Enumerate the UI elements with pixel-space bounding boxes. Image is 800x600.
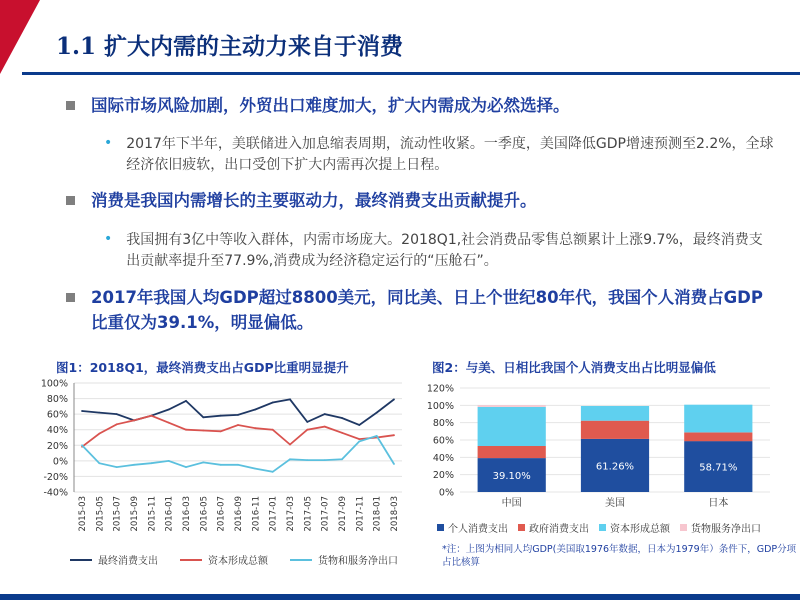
data-point	[150, 415, 152, 417]
y-tick-label: 80%	[432, 418, 454, 430]
chart-1-title: 图1：2018Q1，最终消费支出占GDP比重明显提升	[56, 360, 349, 375]
data-point	[341, 417, 343, 419]
data-point	[272, 429, 274, 431]
legend-label: 资本形成总额	[610, 524, 670, 535]
footer-bar	[0, 594, 800, 600]
header-divider	[22, 72, 800, 75]
x-tick-label: 中国	[501, 498, 522, 509]
page-title: 1.1 扩大内需的主动力来自于消费	[56, 33, 404, 60]
x-tick-label: 2017-11	[355, 496, 366, 532]
series-line	[82, 436, 394, 472]
data-label: 61.26%	[595, 461, 635, 473]
bullet-1-sub	[104, 134, 774, 176]
data-point	[289, 399, 291, 401]
legend-item	[437, 520, 508, 535]
data-point	[116, 413, 118, 415]
x-tick-label: 2015-09	[130, 496, 140, 532]
data-label: 39.10%	[492, 471, 531, 483]
dot-bullet-icon: •	[104, 135, 113, 151]
data-point	[324, 426, 326, 428]
x-tick-label: 2018-01	[372, 496, 383, 532]
data-point	[272, 402, 274, 404]
data-point	[254, 468, 256, 470]
data-point	[324, 413, 326, 415]
x-tick-label: 2018-03	[390, 496, 400, 532]
chart-2-stacked-bar-chart	[420, 378, 780, 518]
data-point	[254, 427, 256, 429]
data-point	[237, 424, 239, 426]
legend-label: 资本形成总额	[208, 556, 268, 567]
y-tick-label: 60%	[432, 435, 454, 447]
data-point	[116, 466, 118, 468]
data-point	[168, 460, 170, 462]
x-tick-label: 2017-03	[286, 496, 296, 532]
footnote: *注：上图为相同人均GDP(美国取1976年数据，日本为1979年）条件下，GDP分项占比核算	[442, 544, 797, 568]
x-tick-label: 2015-07	[112, 496, 123, 532]
data-point	[393, 399, 395, 401]
y-tick-label: 100%	[426, 400, 454, 412]
bullet-2-sub	[104, 230, 774, 272]
data-point	[185, 400, 187, 402]
legend-item	[290, 552, 398, 567]
legend-swatch	[437, 524, 444, 531]
data-point	[220, 430, 222, 432]
data-point	[116, 423, 118, 425]
data-point	[341, 432, 343, 434]
bar-segment	[581, 421, 649, 439]
x-tick-label: 日本	[708, 498, 729, 509]
bullet-3-text: 2017年我国人均GDP超过8800美元，同比美、日上个世纪80年代，我国个人消费占GDP比重仅为39.1%，明显偏低。	[91, 288, 763, 332]
legend-item	[518, 520, 589, 535]
legend-item	[680, 520, 761, 535]
x-tick-label: 2017-07	[320, 496, 331, 532]
legend-swatch	[180, 559, 202, 561]
x-tick-label: 美国	[605, 498, 625, 509]
data-point	[202, 416, 204, 418]
chart-2-legend	[437, 520, 771, 535]
bar-segment	[684, 405, 752, 433]
legend-swatch	[680, 524, 687, 531]
data-point	[306, 421, 308, 423]
bullet-1	[66, 93, 776, 118]
data-point	[393, 434, 395, 436]
square-bullet-icon	[66, 293, 75, 302]
data-point	[81, 444, 83, 446]
chart-2-title: 图2：与美、日相比我国个人消费支出占比明显偏低	[432, 360, 716, 375]
legend-swatch	[518, 524, 525, 531]
legend-label: 政府消费支出	[529, 524, 589, 535]
y-tick-label: -20%	[43, 471, 68, 483]
x-tick-label: 2017-01	[268, 496, 279, 532]
data-point	[185, 429, 187, 431]
dot-bullet-icon: •	[104, 231, 113, 247]
x-tick-label: 2016-01	[164, 496, 175, 532]
data-point	[220, 464, 222, 466]
x-tick-label: 2017-09	[338, 496, 348, 532]
y-tick-label: 40%	[432, 452, 454, 464]
y-tick-label: 60%	[46, 409, 68, 421]
data-point	[168, 409, 170, 411]
x-tick-label: 2015-11	[147, 496, 158, 532]
data-point	[358, 441, 360, 443]
y-tick-label: -40%	[43, 487, 68, 499]
data-point	[254, 409, 256, 411]
data-point	[237, 414, 239, 416]
bar-segment	[478, 405, 546, 407]
bar-segment	[478, 446, 546, 458]
data-point	[306, 429, 308, 431]
data-point	[272, 471, 274, 473]
data-point	[237, 464, 239, 466]
y-tick-label: 20%	[46, 440, 68, 452]
bullet-1-sub-text: 2017年下半年，美联储进入加息缩表周期，流动性收紧。一季度，美国降低GDP增速预测至2.2%，全球经济依旧疲软，出口受创下扩大内需再次提上日程。	[126, 136, 774, 173]
y-tick-label: 80%	[46, 394, 68, 406]
bullet-2-text: 消费是我国内需增长的主要驱动力，最终消费支出贡献提升。	[91, 191, 537, 210]
x-tick-label: 2016-03	[182, 496, 192, 532]
square-bullet-icon	[66, 196, 75, 205]
data-point	[324, 459, 326, 461]
bullet-3	[66, 285, 766, 335]
data-point	[376, 435, 378, 437]
data-point	[358, 424, 360, 426]
bar-segment	[581, 406, 649, 421]
corner-accent	[0, 0, 40, 74]
legend-item	[180, 552, 268, 567]
x-tick-label: 2016-07	[216, 496, 227, 532]
legend-item	[599, 520, 670, 535]
data-point	[133, 464, 135, 466]
data-point	[133, 420, 135, 422]
bullet-2-sub-text: 我国拥有3亿中等收入群体，内需市场庞大。2018Q1,社会消费品零售总额累计上涨9.7%，最终消费支出贡献率提升至77.9%,消费成为经济稳定运行的“压舱石”。	[126, 232, 763, 269]
data-point	[220, 415, 222, 417]
data-point	[185, 466, 187, 468]
legend-swatch	[599, 524, 606, 531]
data-point	[289, 444, 291, 446]
data-point	[202, 462, 204, 464]
data-label: 58.71%	[699, 462, 738, 474]
legend-swatch	[70, 559, 92, 561]
x-tick-label: 2017-05	[303, 496, 314, 532]
data-point	[168, 422, 170, 424]
chart-1-legend	[70, 552, 420, 567]
legend-label: 最终消费支出	[98, 556, 158, 567]
x-tick-label: 2015-03	[78, 496, 88, 532]
legend-swatch	[290, 559, 312, 561]
data-point	[289, 458, 291, 460]
legend-item	[70, 552, 158, 567]
y-tick-label: 0%	[52, 456, 68, 468]
x-tick-label: 2016-11	[251, 496, 262, 532]
data-point	[202, 430, 204, 432]
data-point	[358, 438, 360, 440]
y-tick-label: 100%	[40, 378, 68, 390]
data-point	[306, 459, 308, 461]
data-point	[150, 462, 152, 464]
y-tick-label: 40%	[46, 425, 68, 437]
bar-segment	[478, 407, 546, 446]
data-point	[98, 412, 100, 414]
y-tick-label: 0%	[438, 487, 454, 499]
chart-1-line-chart	[30, 374, 410, 554]
y-tick-label: 120%	[426, 383, 454, 395]
bullet-2	[66, 188, 776, 213]
legend-label: 货物服务净出口	[691, 524, 761, 535]
legend-label: 个人消费支出	[448, 524, 508, 535]
data-point	[393, 463, 395, 465]
data-point	[98, 462, 100, 464]
legend-label: 货物和服务净出口	[318, 556, 398, 567]
data-point	[376, 412, 378, 414]
x-tick-label: 2016-09	[234, 496, 244, 532]
bullet-1-text: 国际市场风险加剧，外贸出口难度加大，扩大内需成为必然选择。	[91, 96, 570, 115]
data-point	[98, 433, 100, 435]
square-bullet-icon	[66, 101, 75, 110]
x-tick-label: 2015-05	[95, 496, 106, 532]
x-tick-label: 2016-05	[199, 496, 210, 532]
y-tick-label: 20%	[432, 470, 454, 482]
data-point	[341, 458, 343, 460]
data-point	[81, 410, 83, 412]
bar-segment	[684, 433, 752, 442]
